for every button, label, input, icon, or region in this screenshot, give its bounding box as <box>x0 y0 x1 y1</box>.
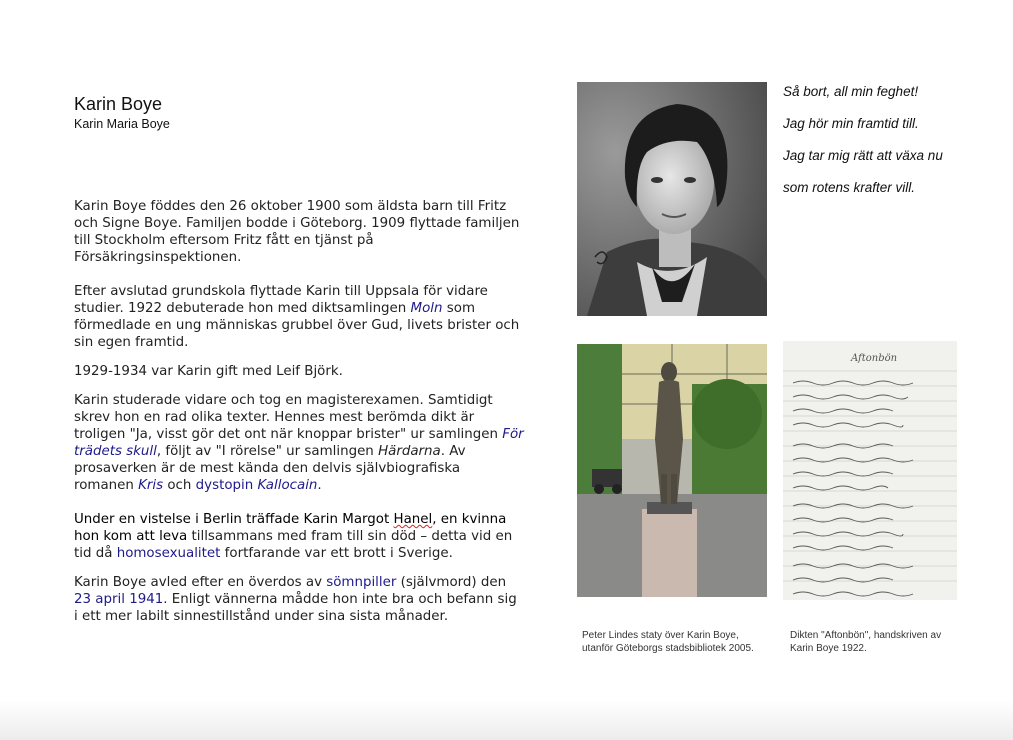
paragraph-death: Karin Boye avled efter en överdos av sömnpiller (självmord) den 23 april 1941. Enligt vännerna mådde hon inte bra och befann sig i ett mer labilt sinnestillstånd under sina sista månader. <box>74 575 517 624</box>
statue-photo <box>577 344 767 597</box>
link-somnpiller[interactable]: sömnpiller <box>326 575 397 590</box>
page-title: Karin Boye <box>74 94 163 114</box>
paragraph-marriage: 1929-1934 var Karin gift med Leif Björk. <box>74 364 343 379</box>
paragraph-studies: Efter avslutad grundskola flyttade Karin till Uppsala för vidare studier. 1922 debuterade hon med diktsamlingen Moln som förmedlade en ung människas grubbel över Gud, livets brister och sin egen framtid. <box>74 284 520 350</box>
portrait-illustration <box>577 82 767 316</box>
statue-caption: Peter Lindes staty över Karin Boye, utanför Göteborgs stadsbibliotek 2005. <box>582 630 754 654</box>
spellcheck-word: Hanel <box>393 512 433 527</box>
biography-text <box>74 198 524 625</box>
paragraph-works: Karin studerade vidare och tog en magisterexamen. Samtidigt skrev hon en rad olika texter. Hennes mest berömda dikt är troligen "Ja, visst gör det ont när knoppar brister" ur samlingen För trädets skull, följt av "I rörelse" ur samlingen Härdarna. Av prosaverken är de mest kända den delvis självbiografiska romanen Kris och dystopin Kallocain. <box>74 393 524 493</box>
bottom-fade <box>0 700 1013 740</box>
statue-illustration <box>577 344 767 597</box>
paragraph-berlin: Under en vistelse i Berlin träffade Karin Margot Hanel, en kvinna hon kom att leva tillsammans med fram till sin död – detta vid en tid då homosexualitet fortfarande var ett brott i Sverige. <box>74 512 513 561</box>
manuscript-photo <box>783 341 957 600</box>
portrait-photo <box>577 82 767 316</box>
paragraph-birth: Karin Boye föddes den 26 oktober 1900 som äldsta barn till Fritz och Signe Boye. Familjen bodde i Göteborg. 1909 flyttade familjen till Stockholm eftersom Fritz fått en tjänst på Försäkringsinspektionen. <box>74 199 520 265</box>
link-homosexualitet[interactable]: homosexualitet <box>116 546 221 561</box>
link-kris[interactable]: Kris <box>138 478 164 493</box>
link-23-april-1941[interactable]: 23 april 1941 <box>74 592 164 607</box>
link-moln[interactable]: Moln <box>410 301 443 316</box>
link-kallocain[interactable]: Kallocain <box>257 478 318 493</box>
poem-line: Så bort, all min feghet! <box>783 84 919 99</box>
page-subtitle: Karin Maria Boye <box>74 117 170 131</box>
poem-line: Jag tar mig rätt att växa nu <box>783 148 943 163</box>
link-dystopin[interactable]: dystopin <box>195 478 254 493</box>
manuscript-heading: Aftonbön <box>851 353 898 364</box>
link-for-tradets-skull[interactable]: För trädets skull <box>74 427 524 459</box>
manuscript-illustration <box>783 341 957 600</box>
poem-line: Jag hör min framtid till. <box>783 116 919 131</box>
poem-line: som rotens krafter vill. <box>783 180 916 195</box>
poem-excerpt <box>783 83 983 211</box>
manuscript-caption: Dikten "Aftonbön", handskriven av Karin Boye 1922. <box>790 630 942 654</box>
